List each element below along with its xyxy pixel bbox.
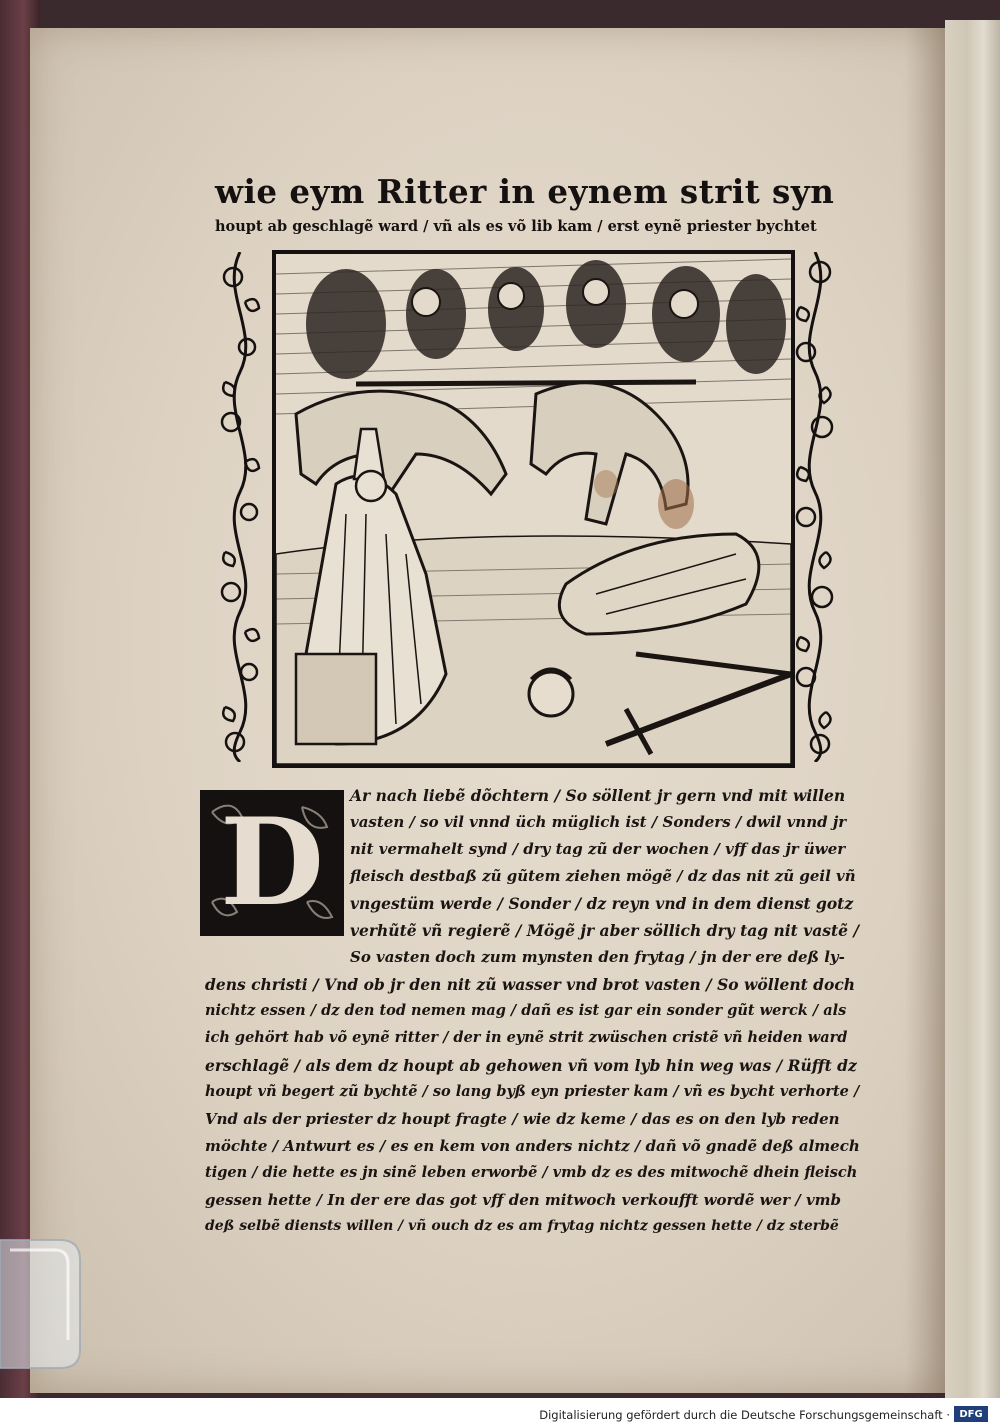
woodcut-illustration [272,250,795,768]
text-line: Ar nach liebẽ dõchtern / So söllent jr gern vnd mit willen [350,786,846,805]
text-line: Vnd als der priester dz houpt fragte / wie dz keme / das es on den lyb reden [205,1110,840,1128]
text-line: dens christi / Vnd ob jr den nit zũ wasser vnd brot vasten / So wöllent doch [205,975,856,994]
text-line: vngestüm werde / Sonder / dz reyn vnd in dem dienst gotz [350,894,854,913]
dfg-logo-icon: DFG [954,1406,988,1422]
text-line: fleisch destbaß zũ gũtem ziehen mögẽ / dz das nit zũ geil vñ [350,867,856,885]
text-line: ich gehört hab võ eynẽ ritter / der in eynẽ strit zwüschen cristẽ vñ heiden ward [205,1029,848,1046]
text-line: vasten / so vil vnnd üch müglich ist / Sonders / dwil vnnd jr [350,813,847,831]
text-line: tigen / die hette es jn sinẽ leben erworbẽ / vmb dz es des mitwochẽ dhein fleisch [205,1164,858,1181]
text-line: verhũtẽ vñ regierẽ / Mögẽ jr aber söllich dry tag nit vastẽ / [350,921,860,940]
gutter-shadow [905,28,945,1393]
battle-scene-image [276,254,791,764]
text-line: gessen hette / In der ere das got vff den mitwoch verkoufft wordẽ wer / vmb [205,1191,842,1209]
text-line: So vasten doch zum mynsten den frytag / jn der ere deß ly- [350,948,845,966]
chapter-subheading: houpt ab geschlagẽ ward / vñ als es võ lib kam / erst eynẽ priester bychtet [215,218,817,235]
text-line: nichtz essen / dz den tod nemen mag / dañ es ist gar ein sonder gũt werck / als [205,1002,847,1019]
floral-border-right [790,252,840,762]
text-line: nit vermahelt synd / dry tag zũ der wochen / vff das jr üwer [350,840,846,858]
chapter-heading: wie eym Ritter in eynem strit syn [215,172,835,211]
text-line: erschlagẽ / als dem dz houpt ab gehowen vñ vom lyb hin weg was / Rüfft dz [205,1056,857,1075]
footer-credit: Digitalisierung gefördert durch die Deutsche Forschungsgemeinschaft · [539,1408,950,1422]
page-clip [0,1230,95,1370]
text-line: möchte / Antwurt es / es en kem von anders nichtz / dañ võ gnadẽ deß almech [205,1137,860,1155]
decorated-initial [200,790,344,936]
text-line: deß selbẽ diensts willen / vñ ouch dz es am frytag nichtz gessen hette / dz sterbẽ [205,1218,839,1234]
text-line: houpt vñ begert zũ bychtẽ / so lang byß eyn priester kam / vñ es bycht verhorte / [205,1083,860,1100]
floral-border-left [215,252,265,762]
initial-letter: D [219,792,325,933]
facing-page-edge [945,20,1000,1400]
